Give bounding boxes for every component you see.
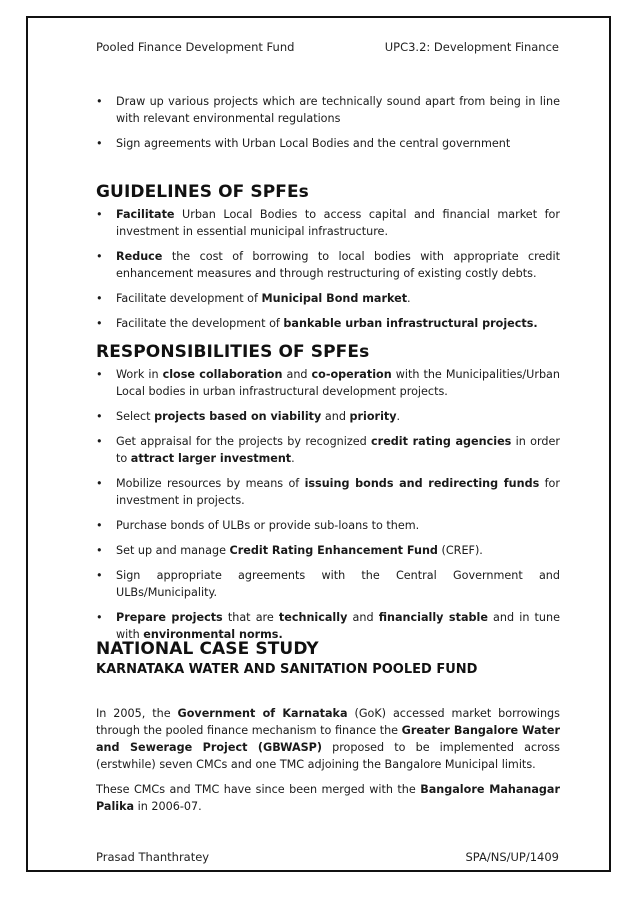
footer-left: Prasad Thanthratey (96, 850, 210, 864)
header-right: UPC3.2: Development Finance (384, 40, 559, 54)
list-item: • Facilitate Urban Local Bodies to access capital and financial market for investment in essential municipal infrastructure. (96, 206, 560, 240)
list-item: • Sign appropriate agreements with the Central Government and ULBs/Municipality. (96, 567, 560, 601)
header-left: Pooled Finance Development Fund (96, 40, 295, 54)
case-study-body (96, 705, 560, 815)
list-item: • Sign agreements with Urban Local Bodies and the central government (96, 135, 560, 152)
intro-section (96, 93, 560, 152)
list-item: • Select projects based on viability and priority. (96, 408, 560, 425)
paragraph: These CMCs and TMC have since been merged with the Bangalore Mahanagar Palika in 2006-07. (96, 783, 560, 813)
guidelines-section (96, 206, 560, 332)
list-item: • Purchase bonds of ULBs or provide sub-loans to them. (96, 517, 560, 534)
footer-right: SPA/NS/UP/1409 (465, 850, 559, 864)
list-item: • Set up and manage Credit Rating Enhancement Fund (CREF). (96, 542, 560, 559)
list-item: • Facilitate development of Municipal Bond market. (96, 290, 560, 307)
list-item: • Prepare projects that are technically and financially stable and in tune with environmental norms. (96, 609, 560, 643)
case-study-subheading: KARNATAKA WATER AND SANITATION POOLED FUND (96, 662, 478, 677)
list-item: • Draw up various projects which are technically sound apart from being in line with relevant environmental regulations (96, 93, 560, 127)
responsibilities-heading: RESPONSIBILITIES OF SPFEs (96, 342, 370, 362)
list-item: • Mobilize resources by means of issuing bonds and redirecting funds for investment in projects. (96, 475, 560, 509)
list-item: • Facilitate the development of bankable urban infrastructural projects. (96, 315, 560, 332)
guidelines-heading: GUIDELINES OF SPFEs (96, 182, 309, 202)
responsibilities-section (96, 366, 560, 643)
case-study-heading: NATIONAL CASE STUDY (96, 639, 319, 659)
list-item: • Work in close collaboration and co-operation with the Municipalities/Urban Local bodies in urban infrastructural development projects. (96, 366, 560, 400)
paragraph: In 2005, the Government of Karnataka (GoK) accessed market borrowings through the pooled finance mechanism to finance the Greater Bangalore Water and Sewerage Project (GBWASP) proposed to be implemented across (erstwhile) seven CMCs and one TMC adjoining the Bangalore Municipal limits. (96, 707, 560, 771)
list-item: • Reduce the cost of borrowing to local bodies with appropriate credit enhancement measures and through restructuring of existing costly debts. (96, 248, 560, 282)
list-item: • Get appraisal for the projects by recognized credit rating agencies in order to attract larger investment. (96, 433, 560, 467)
